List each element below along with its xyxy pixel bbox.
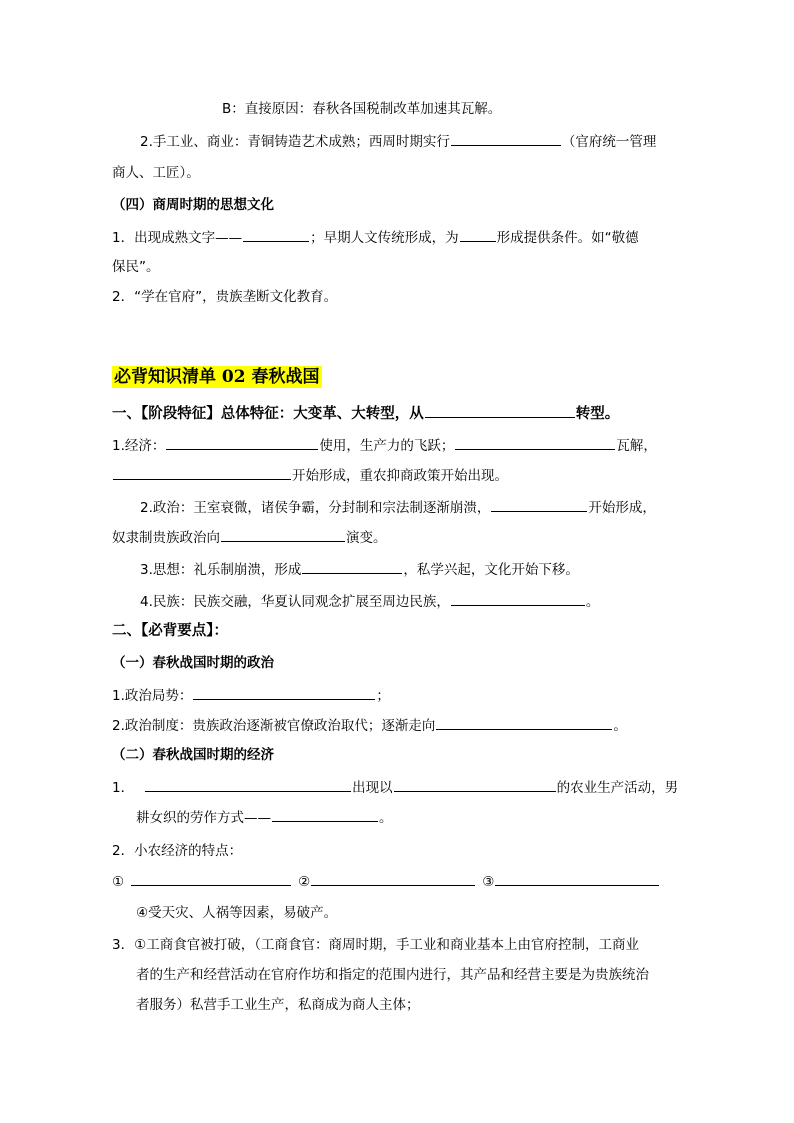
stage-feature-line	[112, 404, 619, 423]
thought-stage-b: ，私学兴起，文化开始下移。	[403, 562, 579, 578]
pol-situation-b: ；	[376, 688, 390, 704]
econ-text-b: 使用，生产力的飞跃；	[319, 438, 455, 454]
ethnic-line	[140, 592, 599, 611]
pol-situation-a: 1.政治局势：	[112, 688, 193, 704]
sub-heading-economy: （二）春秋战国时期的经济	[112, 747, 274, 763]
craft-commerce-line	[140, 132, 656, 151]
ethnic-text-b: 。	[585, 594, 600, 610]
pol-text-d: 演变。	[346, 530, 387, 546]
feature-mark-1: ①	[112, 874, 125, 890]
blank-field[interactable]	[425, 404, 575, 418]
ec-text-b: 出现以	[352, 780, 393, 796]
blank-field[interactable]	[131, 872, 291, 886]
econ-text-a: 1.经济：	[112, 438, 166, 454]
thought-stage-line	[140, 560, 579, 579]
ec-text-e: 。	[379, 810, 393, 826]
blank-field[interactable]	[166, 436, 318, 450]
economy-item-1	[112, 778, 678, 797]
list-02-title	[112, 366, 322, 389]
blank-field[interactable]	[145, 778, 351, 792]
thought-line-1b: 保民”。	[112, 259, 160, 275]
thought-stage-a: 3.思想：礼乐制崩溃，形成	[140, 562, 302, 578]
economy-item-2: 2．小农经济的特点：	[112, 843, 243, 859]
econ-text-d: 开始形成，重农抑商政策开始出现。	[292, 468, 508, 484]
ethnic-text-a: 4.民族：民族交融，华夏认同观念扩展至周边民族，	[140, 594, 450, 610]
political-system-line	[112, 716, 627, 735]
blank-field[interactable]	[394, 778, 556, 792]
politics-line-1	[140, 498, 656, 517]
key-points-heading: 二、【必背要点】：	[112, 622, 228, 639]
economy-item-1b	[136, 808, 393, 827]
sub-heading-politics: （一）春秋战国时期的政治	[112, 655, 274, 671]
blank-field[interactable]	[495, 872, 659, 886]
craft-commerce-line-2: 商人、工匠）。	[112, 165, 200, 181]
pol-text-a: 2.政治：王室衰微，诸侯争霸，分封制和宗法制逐渐崩溃，	[140, 500, 491, 516]
blank-field[interactable]	[436, 716, 612, 730]
blank-field[interactable]	[113, 466, 291, 480]
pol-system-b: 。	[613, 718, 627, 734]
pol-text-c: 奴隶制贵族政治向	[112, 530, 220, 546]
heading-thought-culture: （四）商周时期的思想文化	[112, 197, 274, 213]
craft-text-b: （官府统一管理	[561, 134, 657, 150]
stage-text-b: 转型。	[575, 405, 620, 422]
feature-mark-2: ②	[298, 874, 311, 890]
blank-field[interactable]	[451, 132, 561, 146]
pol-text-b: 开始形成，	[588, 500, 656, 516]
economy-line-1	[112, 436, 657, 455]
thought-line-1	[112, 228, 639, 247]
ec-text-d: 耕女织的劳作方式——	[136, 810, 271, 826]
thought-line-2: 2．“学在官府”，贵族垄断文化教育。	[112, 289, 338, 305]
economy-item-3: 3．①工商食官被打破，（工商食官：商周时期，手工业和商业基本上由官府控制，工商业	[112, 937, 639, 953]
craft-text-a: 2.手工业、商业：青铜铸造艺术成熟；西周时期实行	[140, 134, 450, 150]
blank-field[interactable]	[311, 872, 475, 886]
blank-field[interactable]	[243, 228, 309, 242]
feature-blanks-line	[112, 872, 660, 891]
blank-field[interactable]	[272, 808, 378, 822]
feature-mark-3: ③	[482, 874, 495, 890]
blank-field[interactable]	[193, 686, 375, 700]
economy-item-3c: 者服务）私营手工业生产，私商成为商人主体；	[136, 997, 420, 1013]
thought-text-b: ；早期人文传统形成，为	[310, 230, 459, 246]
blank-field[interactable]	[455, 436, 615, 450]
econ-text-c: 瓦解，	[616, 438, 657, 454]
economy-line-2	[112, 466, 508, 485]
economy-item-3b: 者的生产和经营活动在官府作坊和指定的范围内进行，其产品和经营主要是为贵族统治	[136, 967, 649, 983]
blank-field[interactable]	[221, 528, 345, 542]
blank-field[interactable]	[491, 498, 587, 512]
ec-text-a: 1．	[112, 780, 135, 796]
stage-text-a: 一、【阶段特征】总体特征：大变革、大转型，从	[112, 405, 424, 422]
blank-field[interactable]	[302, 560, 402, 574]
feature-4-line: ④受天灾、人祸等因素，易破产。	[136, 905, 338, 921]
blank-field[interactable]	[451, 592, 585, 606]
thought-text-c: 形成提供条件。如“敬德	[496, 230, 639, 246]
political-situation-line	[112, 686, 390, 705]
blank-field[interactable]	[460, 228, 496, 242]
pol-system-a: 2.政治制度：贵族政治逐渐被官僚政治取代；逐渐走向	[112, 718, 436, 734]
politics-line-2	[112, 528, 387, 547]
highlighted-title: 必背知识清单 02 春秋战国	[114, 367, 320, 387]
thought-text-a: 1．出现成熟文字——	[112, 230, 243, 246]
ec-text-c: 的农业生产活动，男	[556, 780, 679, 796]
reason-b-line: B：直接原因：春秋各国税制改革加速其瓦解。	[222, 101, 502, 117]
